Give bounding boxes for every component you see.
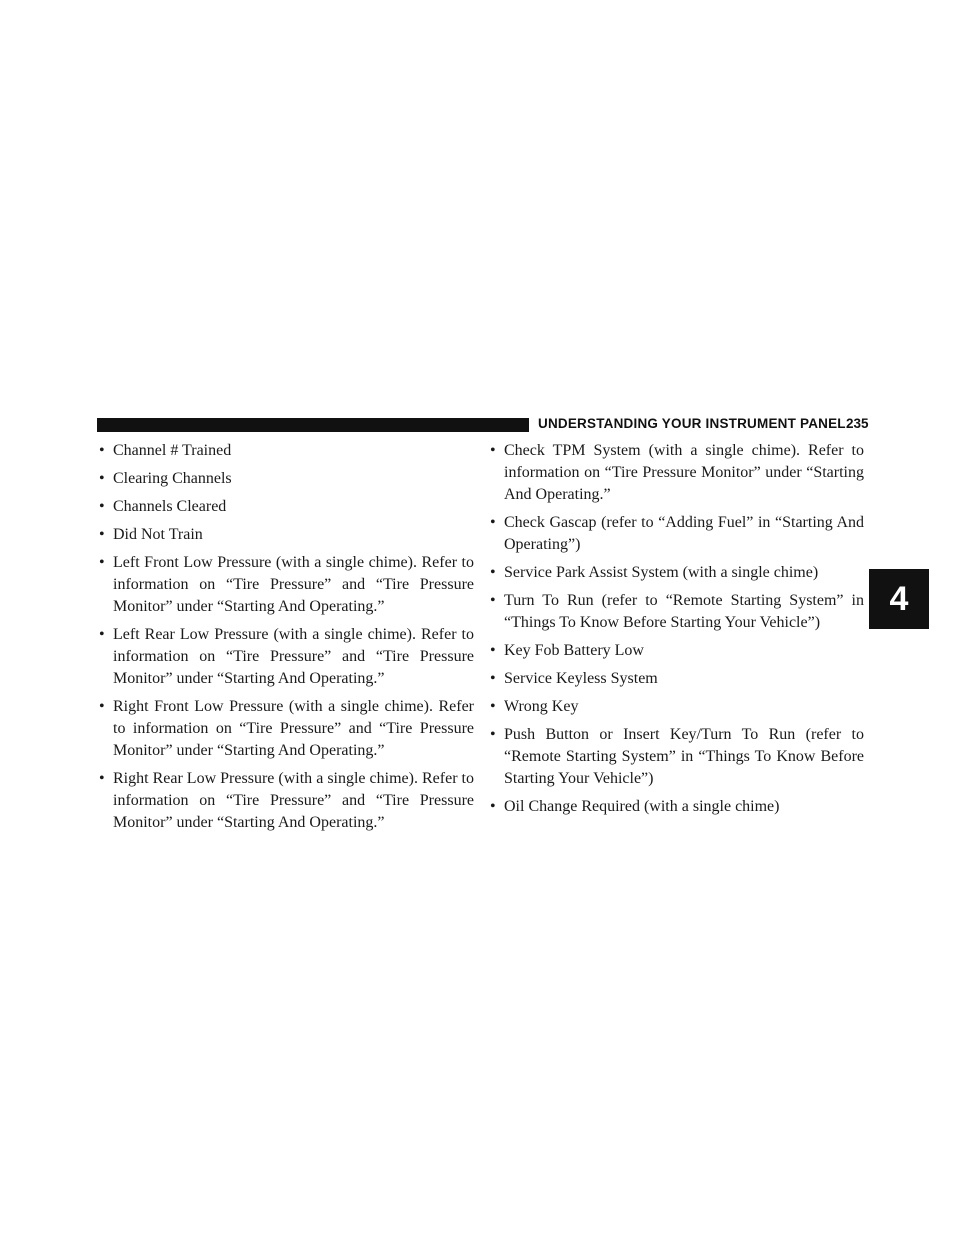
list-item: • Clearing Channels (99, 468, 474, 490)
list-item: • Channels Cleared (99, 496, 474, 518)
list-item: • Oil Change Required (with a single chime) (490, 796, 864, 818)
list-item: • Turn To Run (refer to “Remote Starting System” in “Things To Know Before Starting Your Vehicle”) (490, 590, 864, 634)
header-rule (97, 418, 529, 432)
list-item: • Service Park Assist System (with a single chime) (490, 562, 864, 584)
list-item: • Service Keyless System (490, 668, 864, 690)
list-item: • Wrong Key (490, 696, 864, 718)
list-item: • Left Rear Low Pressure (with a single chime). Refer to information on “Tire Pressure” and “Tire Pressure Monitor” under “Starting And Operating.” (99, 624, 474, 690)
list-item: • Key Fob Battery Low (490, 640, 864, 662)
list-item: • Left Front Low Pressure (with a single chime). Refer to information on “Tire Pressure” and “Tire Pressure Monitor” under “Starting And Operating.” (99, 552, 474, 618)
section-title: UNDERSTANDING YOUR INSTRUMENT PANEL (538, 416, 846, 431)
chapter-tab: 4 (869, 569, 929, 629)
page-number: 235 (846, 416, 869, 431)
list-item: • Check Gascap (refer to “Adding Fuel” in “Starting And Operating”) (490, 512, 864, 556)
list-item: • Did Not Train (99, 524, 474, 546)
list-item: • Right Rear Low Pressure (with a single chime). Refer to information on “Tire Pressure” and “Tire Pressure Monitor” under “Starting And Operating.” (99, 768, 474, 834)
list-item: • Channel # Trained (99, 440, 474, 462)
left-column-list (99, 440, 474, 840)
list-item: • Push Button or Insert Key/Turn To Run (refer to “Remote Starting System” in “Things To Know Before Starting Your Vehicle”) (490, 724, 864, 790)
list-item: • Right Front Low Pressure (with a single chime). Refer to information on “Tire Pressure” and “Tire Pressure Monitor” under “Starting And Operating.” (99, 696, 474, 762)
list-item: • Check TPM System (with a single chime). Refer to information on “Tire Pressure Monitor” under “Starting And Operating.” (490, 440, 864, 506)
right-column-list (490, 440, 864, 824)
